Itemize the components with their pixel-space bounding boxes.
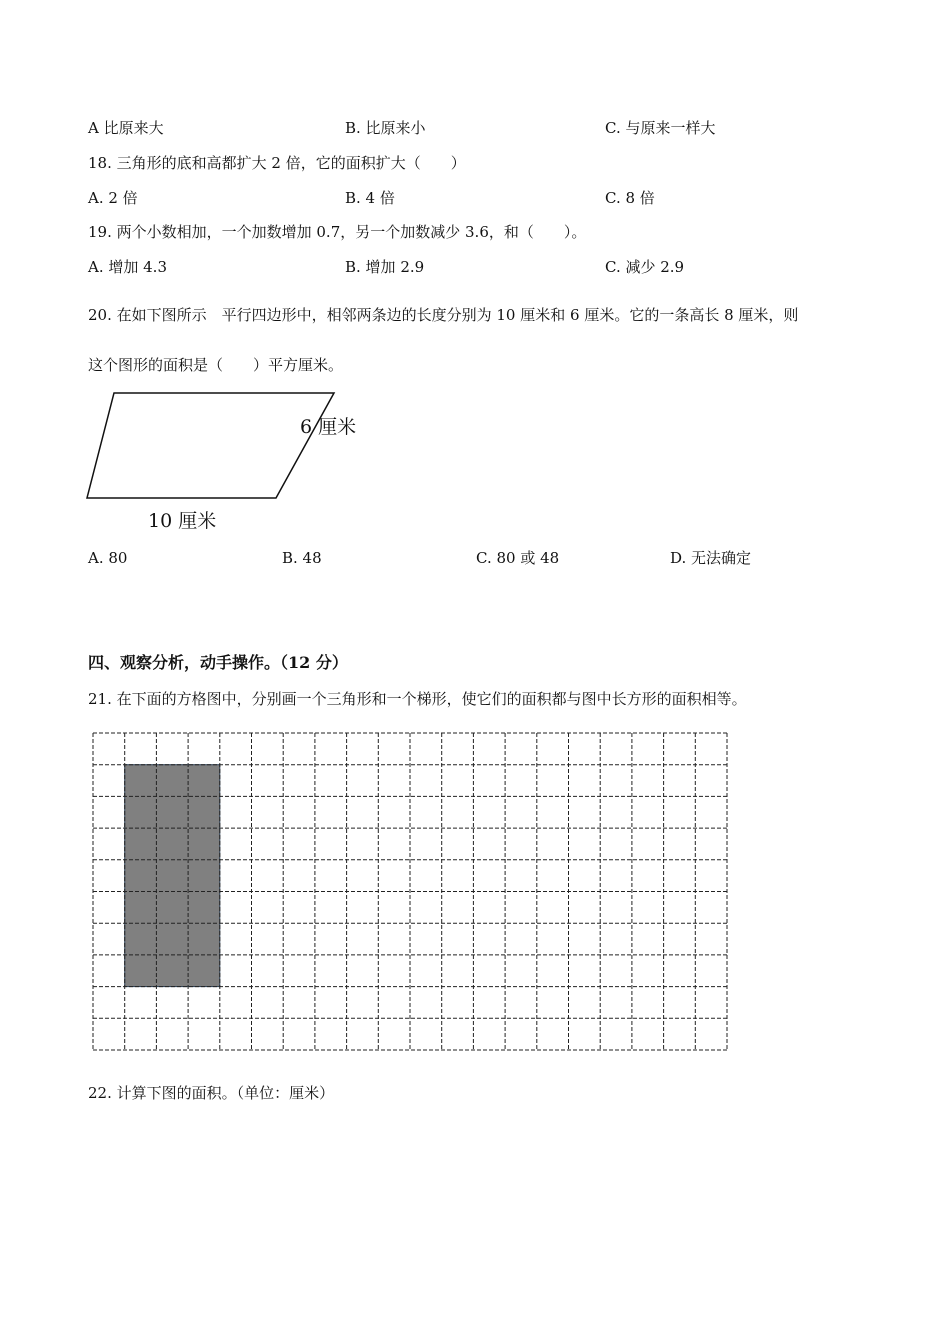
parallelogram-base-label: 10 厘米 — [148, 510, 217, 532]
q18-text: 18. 三角形的底和高都扩大 2 倍，它的面积扩大（ ） — [88, 154, 466, 172]
q17-option-b: B. 比原来小 — [345, 119, 426, 137]
square-grid[interactable] — [90, 730, 730, 1060]
q19-option-a: A. 增加 4.3 — [88, 258, 167, 276]
parallelogram-figure — [80, 385, 380, 515]
q20-option-a: A. 80 — [88, 549, 128, 567]
parallelogram-shape — [87, 393, 334, 498]
q17-option-c: C. 与原来一样大 — [605, 119, 716, 137]
q20-option-c: C. 80 或 48 — [476, 549, 560, 567]
q18-option-b: B. 4 倍 — [345, 189, 395, 207]
section-four-title: 四、观察分析，动手操作。（12 分） — [88, 653, 348, 672]
q17-option-a: A 比原来大 — [88, 119, 164, 137]
q20-text-line1: 20. 在如下图所示 平行四边形中，相邻两条边的长度分别为 10 厘米和 6 厘米。它的一条高长 8 厘米，则 — [88, 306, 799, 324]
parallelogram-side-label: 6 厘米 — [300, 416, 357, 438]
q19-option-c: C. 减少 2.9 — [605, 258, 685, 276]
q20-option-d: D. 无法确定 — [670, 549, 752, 567]
q19-option-b: B. 增加 2.9 — [345, 258, 425, 276]
q21-text: 21. 在下面的方格图中，分别画一个三角形和一个梯形，使它们的面积都与图中长方形的面积相等。 — [88, 690, 747, 708]
q18-option-c: C. 8 倍 — [605, 189, 655, 207]
shaded-rectangle — [125, 765, 220, 987]
q19-text: 19. 两个小数相加，一个加数增加 0.7，另一个加数减少 3.6，和（ ）。 — [88, 223, 587, 241]
q20-text-line2: 这个图形的面积是（ ）平方厘米。 — [88, 356, 344, 374]
q18-option-a: A. 2 倍 — [88, 189, 138, 207]
q22-text: 22. 计算下图的面积。（单位：厘米） — [88, 1084, 335, 1102]
q20-option-b: B. 48 — [282, 549, 322, 567]
